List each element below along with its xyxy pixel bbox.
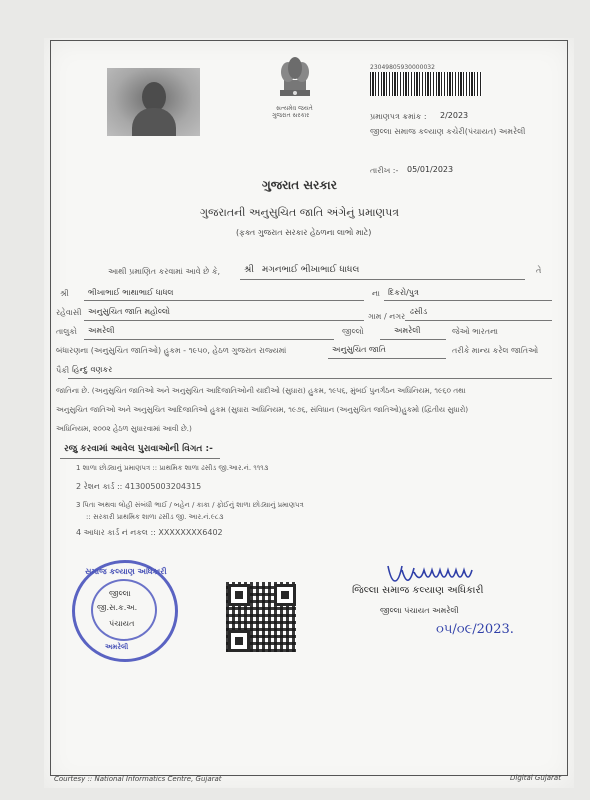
village: ઢસીડ — [410, 307, 428, 316]
signatory-title: જિલ્લા સમાજ કલ્યાણ અધિકારી — [352, 585, 484, 596]
barcode-number: 23049805930000032 — [370, 64, 435, 71]
footer-courtesy: Courtesy :: National Informatics Centre, Gujarat — [54, 775, 222, 783]
official-seal — [72, 560, 178, 662]
handwritten-date: ૦૫/૦૯/2023. — [436, 622, 514, 637]
certificate-number-label: પ્રમાણપત્ર ક્રમાંક : — [370, 112, 427, 121]
certificate-subtitle: (ફક્ત ગુજરાત સરકાર હેઠળના લાભો માટે) — [236, 228, 372, 237]
sub-caste: હિન્દુ વણકર — [72, 365, 113, 374]
national-emblem-icon — [272, 54, 318, 106]
document-item-2: 2 રેશન કાર્ડ :: 413005003204315 — [76, 482, 202, 491]
seal-center-2: જી.સ.ક.અ. — [97, 603, 138, 612]
taluka-label: તાલુકો — [56, 327, 77, 336]
document-item-1: 1 શાળા છોડ્યાનું પ્રમાણપત્ર :: પ્રાથમિક શાળા ઢસીડ જી.આર.નં. ૧૧૧૩ — [76, 464, 269, 472]
document-item-3: 3 પિતા અથવા લોહી સંબંધી ભાઈ / બહેન / કાકા / ફોઈનું શાળા છોડ્યાનું પ્રમાણપત્ર — [76, 501, 304, 509]
documents-heading: રજુ કરવામાં આવેલ પુરાવાઓની વિગત :- — [64, 444, 213, 454]
certificate-title: ગુજરાતની અનુસુચિત જાતિ અંગેનું પ્રમાણપત્ર — [200, 206, 400, 219]
shri2-label: શ્રી — [60, 289, 69, 298]
applicant-photo — [107, 68, 200, 136]
district: અમરેલી — [394, 326, 421, 335]
emblem-caption-2: ગુજરાત સરકાર — [272, 112, 310, 119]
order-text-2: તરીકે માન્ય કરેલ જાતિઓ — [452, 346, 539, 355]
order-text-1: બંધારણના (અનુસુચિત જાતિઓ) હુકમ - ૧૯૫૦, હેઠળ ગુજરાત રાજ્યમાં — [56, 346, 287, 355]
issue-date: 05/01/2023 — [407, 165, 454, 174]
district-label: જીલ્લો — [342, 327, 364, 336]
govt-title: ગુજરાત સરકાર — [262, 178, 337, 192]
legal-paragraph-line-3: અધિનિયમ, ૨૦૦૨ હેઠળ સુધારવામાં આવી છે.) — [56, 424, 192, 433]
document-item-3-detail: :: સરકારી પ્રાથમિક શાળા ઢસીડ જી. આર.નં.૯૮૩ — [86, 513, 224, 521]
taluka: અમરેલી — [88, 326, 115, 335]
legal-paragraph-line-1: જાતિના છે. (અનુસુચિત જાતિઓ અને અનુસુચિત આદિજાતિઓની યાદીઓ (સુધારા) હુકમ, ૧૯૫૬, મુંબઈ પુનર્ગઠન અધિનિયમ, ૧૯૬૦ તથા — [56, 386, 466, 395]
shri-label: શ્રી — [244, 265, 254, 275]
te-text: તે — [536, 266, 542, 275]
barcode — [370, 72, 482, 96]
seal-left-text: અમરેલી — [105, 643, 129, 651]
caste-category: અનુસુચિત જાતિ — [332, 345, 386, 354]
village-label: ગામ / નગર — [368, 312, 406, 321]
office-name: જીલ્લા સમાજ કલ્યાણ કચેરી(પંચાયત) અમરેલી — [370, 127, 526, 136]
qr-code — [226, 582, 296, 652]
emblem-caption-1: સત્યમેવ જયતે — [276, 105, 313, 112]
seal-top-text: સમાજ કલ્યાણ અધિકારી — [85, 567, 167, 576]
footer-digital-gujarat: Digital Gujarat — [510, 774, 561, 782]
intro-text: આથી પ્રમાણિત કરવામાં આવે છે કે, — [108, 267, 221, 276]
signatory-office: જીલ્લા પંચાયત અમરેલી — [380, 606, 459, 615]
legal-paragraph-line-2: અનુસુચિત જાતિઓ અને અનુસુચિત આદિજાતિઓ હુકમ (સુધારા અધિનિયમ, ૧૯૭૬, સંવિધાન (અનુસુચિત જાતિઓ)હુકમો (દ્વિતીય સુધારો) — [56, 405, 469, 414]
resident-label: રહેવાસી — [56, 308, 82, 317]
state-text: જેઓ ભારતના — [452, 327, 499, 336]
document-item-4: 4 આધાર કાર્ડ નં નકલ :: XXXXXXXX6402 — [76, 528, 223, 537]
sub-caste-prefix: પૈકી — [56, 366, 70, 375]
father-name: ભીખાભાઈ ભાથાભાઈ ધાધલ — [88, 288, 174, 297]
certificate-number: 2/2023 — [440, 111, 469, 120]
date-label: તારીખ :- — [370, 166, 399, 175]
applicant-name: મગનભાઈ ભીખાભાઈ ધાધલ — [262, 265, 360, 275]
seal-center-1: જીલ્લા — [109, 589, 131, 598]
relation: દિકરો/પુત્ર — [388, 288, 419, 297]
seal-bottom-text: પંચાયત — [109, 619, 135, 628]
resident-area: અનુસુચિત જાતિ મહોલ્લો — [88, 307, 171, 316]
na-text: ના — [372, 289, 380, 298]
